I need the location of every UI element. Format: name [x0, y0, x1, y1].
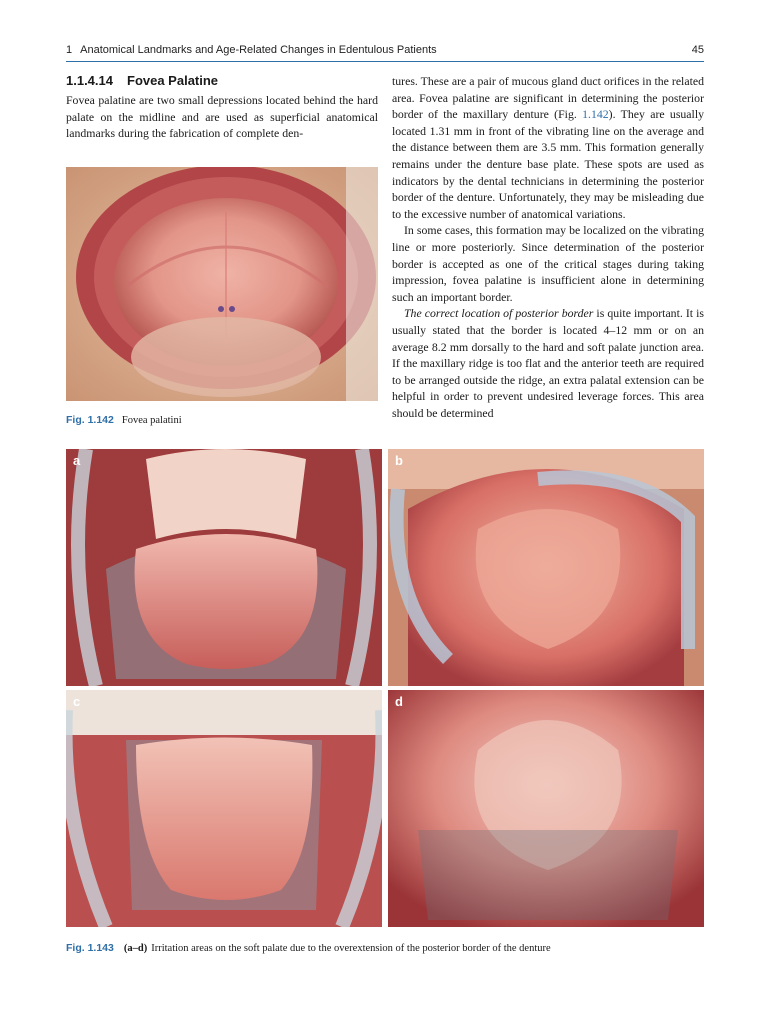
left-paragraph: Fovea palatine are two small depressions located behind the hard palate on the midline and are used as superficial anatomical landmarks during the fabrication of complete den- — [66, 93, 378, 141]
panel-label-a: a — [73, 453, 81, 468]
right-paragraph-1 — [392, 73, 704, 222]
figure-caption-text: Fovea palatini — [121, 415, 182, 426]
right-paragraph-3 — [392, 305, 704, 421]
figure-label: Fig. 1.142 — [66, 414, 114, 426]
figure-panel-range: (a–d) — [123, 943, 148, 954]
figure-1-143-panel-c — [66, 690, 382, 927]
running-header-chapter — [66, 44, 437, 56]
figure-1-143-panel-a — [66, 449, 382, 686]
chapter-number: 1 — [66, 44, 73, 56]
panel-c-image — [66, 690, 382, 927]
panel-label-b: b — [395, 453, 403, 468]
section-number: 1.1.4.14 — [66, 73, 113, 88]
page-number: 45 — [691, 44, 704, 56]
figure-caption-text: Irritation areas on the soft palate due to the overextension of the posterior border of the denture — [151, 943, 551, 954]
chapter-title: Anatomical Landmarks and Age-Related Changes in Edentulous Patients — [80, 44, 437, 56]
paragraph-text: tures. These are a pair of mucous gland duct orifices in the related area. Fovea palatine are significant in determining the posterior border of the maxillary denture (Fig. — [392, 74, 704, 122]
panel-label-c: c — [73, 694, 81, 709]
panel-a-image — [66, 449, 382, 686]
italic-lead-in: The correct location of posterior border — [404, 306, 594, 321]
paragraph-text: ). They are usually located 1.31 mm in front of the vibrating line on the average and the distance between them are 3.5 mm. This formation generally remains under the denture base plate. These spots are used as indicators by the dental technicians in determining the posterior border of the denture. Unfortunately, they may be misleading due to the excessive number of anatomical variations. — [392, 107, 704, 221]
figure-1-142-photo — [66, 167, 378, 401]
open-mouth-palate-image — [66, 167, 378, 401]
running-header — [66, 44, 704, 62]
panel-d-image — [388, 690, 704, 927]
section-title: Fovea Palatine — [127, 73, 219, 88]
figure-label: Fig. 1.143 — [66, 942, 114, 954]
left-column — [66, 72, 378, 142]
panel-b-image — [388, 449, 704, 686]
figure-1-142-caption — [66, 414, 378, 426]
figure-1-143-panel-b — [388, 449, 704, 686]
section-heading — [66, 72, 378, 89]
right-paragraph-2: In some cases, this formation may be localized on the vibrating line or more posteriorly. Since determination of the posterior border is accepted as one of the critical stages during taking impression, fovea palatine is insufficient alone in determining such an important border. — [392, 223, 704, 304]
figure-1-143-caption — [66, 942, 704, 954]
figure-1-143-panel-d — [388, 690, 704, 927]
figure-link-1-142[interactable]: 1.142 — [582, 107, 609, 122]
paragraph-text: is quite important. It is usually stated that the border is located 4–12 mm or on an average 8.2 mm dorsally to the hard and soft palate junction area. If the maxillary ridge is too flat and the anterior teeth are required to be arranged outside the ridge, an extra palatal extension can be helpful in order to prevent undesired leverage forces. This area should be determined — [392, 306, 704, 420]
panel-label-d: d — [395, 694, 403, 709]
right-column — [392, 73, 704, 421]
header-rule — [66, 61, 704, 62]
